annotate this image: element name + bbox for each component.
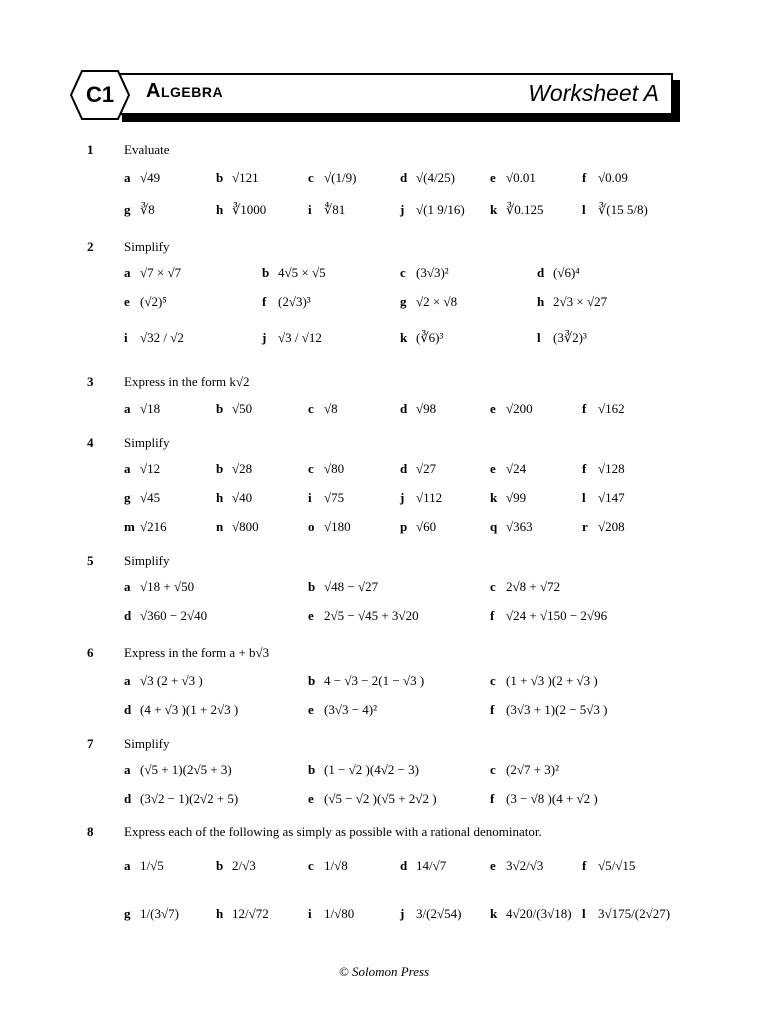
question-part [216, 519, 259, 535]
math-expression: √24 [506, 461, 527, 476]
question-part [582, 858, 635, 874]
part-label: o [308, 519, 315, 534]
math-expression: √8 [324, 401, 338, 416]
question-instruction: Simplify [124, 553, 170, 568]
math-expression: 3√175/(2√27) [598, 906, 671, 921]
part-label: j [400, 490, 405, 505]
question-part [400, 461, 436, 477]
question-part [124, 330, 184, 346]
math-expression: √(4/25) [416, 170, 455, 185]
part-label: c [308, 461, 314, 476]
math-expression: √216 [140, 519, 167, 534]
math-expression: √18 [140, 401, 161, 416]
worksheet-title: Worksheet A [528, 80, 659, 106]
question-number: 6 [87, 645, 94, 660]
question-part [582, 170, 628, 186]
math-expression: √(1/9) [324, 170, 357, 185]
part-label: a [124, 673, 131, 688]
question-part [124, 791, 238, 807]
math-expression: √363 [506, 519, 533, 534]
footer-credit: © Solomon Press [338, 964, 430, 979]
question-part [216, 490, 252, 506]
part-label: b [216, 170, 224, 185]
question-part [216, 461, 252, 477]
question-part [124, 519, 167, 535]
part-label: m [124, 519, 135, 534]
part-label: i [308, 202, 312, 217]
question-part [490, 519, 533, 535]
part-label: l [537, 330, 541, 345]
question-part [490, 608, 607, 624]
part-label: a [124, 762, 131, 777]
part-label: e [490, 858, 496, 873]
math-expression: √112 [416, 490, 443, 505]
math-expression: √48 − √27 [324, 579, 379, 594]
part-label: d [400, 461, 408, 476]
question-part [582, 519, 625, 535]
math-expression: √147 [598, 490, 625, 505]
part-label: k [490, 202, 498, 217]
question-part [308, 608, 419, 624]
question-part [262, 294, 311, 310]
question-part [582, 401, 625, 417]
part-label: g [124, 202, 131, 217]
question-part [124, 170, 160, 186]
math-expression: √360 − 2√40 [140, 608, 208, 623]
part-label: c [308, 858, 314, 873]
question-part [124, 202, 155, 218]
question-part [490, 858, 543, 874]
question-part [400, 294, 457, 310]
math-expression: √18 + √50 [140, 579, 195, 594]
math-expression: 3/(2√54) [416, 906, 462, 921]
math-expression: 1/(3√7) [140, 906, 179, 921]
question-part [308, 170, 356, 186]
math-expression: √128 [598, 461, 625, 476]
part-label: b [308, 673, 316, 688]
part-label: e [490, 170, 496, 185]
math-expression: ∛8 [140, 202, 155, 217]
math-expression: √208 [598, 519, 625, 534]
question-part [124, 401, 160, 417]
question-part [400, 858, 446, 874]
math-expression: √80 [324, 461, 345, 476]
math-expression: √121 [232, 170, 259, 185]
part-label: r [582, 519, 588, 534]
math-expression: √27 [416, 461, 437, 476]
question-instruction: Express in the form a + b√3 [124, 645, 270, 660]
part-label: g [124, 906, 131, 921]
part-label: b [216, 401, 224, 416]
math-expression: ∛0.125 [506, 202, 544, 217]
part-label: d [124, 702, 132, 717]
part-label: l [582, 906, 586, 921]
part-label: e [124, 294, 130, 309]
math-expression: (√2)⁵ [140, 294, 167, 309]
math-expression: (3√3 + 1)(2 − 5√3 ) [506, 702, 608, 717]
part-label: f [582, 858, 587, 873]
math-expression: (√6)⁴ [553, 265, 580, 280]
math-expression: 4√5 × √5 [278, 265, 326, 280]
question-part [308, 673, 424, 689]
part-label: h [216, 202, 224, 217]
math-expression: (4 + √3 )(1 + 2√3 ) [140, 702, 239, 717]
question-part [216, 170, 259, 186]
math-expression: √32 / √2 [140, 330, 184, 345]
math-expression: √12 [140, 461, 161, 476]
part-label: c [308, 170, 314, 185]
question-part [537, 294, 607, 310]
question-part [124, 490, 160, 506]
question-part [124, 906, 179, 922]
part-label: l [582, 202, 586, 217]
question-part [400, 170, 455, 186]
part-label: h [216, 490, 224, 505]
math-expression: √200 [506, 401, 533, 416]
part-label: g [400, 294, 407, 309]
part-label: h [537, 294, 545, 309]
part-label: h [216, 906, 224, 921]
math-expression: (√5 + 1)(2√5 + 3) [140, 762, 232, 777]
part-label: i [124, 330, 128, 345]
math-expression: 1/√8 [324, 858, 348, 873]
question-part [308, 461, 344, 477]
question-part [400, 906, 461, 922]
part-label: j [400, 906, 405, 921]
question-part [262, 265, 326, 281]
math-expression: 14/√7 [416, 858, 447, 873]
question-part [400, 490, 442, 506]
math-expression: (3 − √8 )(4 + √2 ) [506, 791, 598, 806]
question-part [308, 791, 437, 807]
part-label: d [400, 858, 408, 873]
math-expression: √162 [598, 401, 625, 416]
math-expression: (3√3)² [416, 265, 449, 280]
math-expression: (2√7 + 3)² [506, 762, 560, 777]
part-label: p [400, 519, 408, 534]
part-label: f [582, 461, 587, 476]
part-label: d [400, 170, 408, 185]
math-expression: √24 + √150 − 2√96 [506, 608, 608, 623]
part-label: l [582, 490, 586, 505]
question-part [537, 330, 587, 346]
question-part [400, 265, 449, 281]
math-expression: (1 − √2 )(4√2 − 3) [324, 762, 419, 777]
math-expression: 4 − √3 − 2(1 − √3 ) [324, 673, 425, 688]
question-part [308, 490, 344, 506]
part-label: j [400, 202, 405, 217]
question-part [216, 401, 252, 417]
question-number: 1 [87, 142, 94, 157]
question-part [490, 202, 544, 218]
question-part [490, 673, 598, 689]
math-expression: √49 [140, 170, 161, 185]
question-part [216, 858, 256, 874]
question-number: 3 [87, 374, 94, 389]
question-part [124, 702, 238, 718]
part-label: b [308, 762, 316, 777]
part-label: b [262, 265, 270, 280]
part-label: f [582, 170, 587, 185]
part-label: f [582, 401, 587, 416]
math-expression: ∜81 [324, 202, 346, 217]
question-part [124, 762, 232, 778]
math-expression: √50 [232, 401, 253, 416]
math-expression: 2√5 − √45 + 3√20 [324, 608, 419, 623]
part-label: a [124, 401, 131, 416]
math-expression: 2/√3 [232, 858, 256, 873]
math-expression: (2√3)³ [278, 294, 311, 309]
math-expression: 1/√5 [140, 858, 164, 873]
math-expression: 2√3 × √27 [553, 294, 608, 309]
math-expression: √45 [140, 490, 161, 505]
part-label: q [490, 519, 498, 534]
math-expression: √(1 9/16) [416, 202, 465, 217]
part-label: g [124, 490, 131, 505]
part-label: d [537, 265, 545, 280]
part-label: a [124, 579, 131, 594]
question-part [124, 294, 167, 310]
question-instruction: Express in the form k√2 [124, 374, 250, 389]
question-instruction: Simplify [124, 239, 170, 254]
math-expression: √5/√15 [598, 858, 636, 873]
question-part [490, 490, 526, 506]
part-label: k [490, 490, 498, 505]
question-instruction: Express each of the following as simply as possible with a rational denominator. [124, 824, 542, 839]
math-expression: (√5 − √2 )(√5 + 2√2 ) [324, 791, 437, 806]
question-part [308, 702, 377, 718]
part-label: e [490, 461, 496, 476]
question-part [308, 906, 354, 922]
math-expression: (∛6)³ [416, 330, 444, 345]
question-instruction: Simplify [124, 736, 170, 751]
part-label: a [124, 170, 131, 185]
part-label: d [124, 608, 132, 623]
part-label: f [490, 702, 495, 717]
math-expression: ∛(15 5/8) [598, 202, 648, 217]
math-expression: √99 [506, 490, 527, 505]
math-expression: √180 [324, 519, 351, 534]
part-label: e [308, 791, 314, 806]
question-part [490, 791, 598, 807]
math-expression: √98 [416, 401, 437, 416]
math-expression: (1 + √3 )(2 + √3 ) [506, 673, 598, 688]
part-label: a [124, 265, 131, 280]
part-label: f [490, 791, 495, 806]
question-part [308, 858, 348, 874]
part-label: f [490, 608, 495, 623]
part-label: j [262, 330, 267, 345]
part-label: b [216, 858, 224, 873]
math-expression: √0.09 [598, 170, 628, 185]
part-label: e [308, 608, 314, 623]
math-expression: √40 [232, 490, 253, 505]
question-number: 2 [87, 239, 94, 254]
question-part [400, 519, 436, 535]
math-expression: √2 × √8 [416, 294, 458, 309]
question-part [490, 762, 559, 778]
question-part [308, 579, 378, 595]
question-part [308, 519, 351, 535]
part-label: i [308, 490, 312, 505]
part-label: i [308, 906, 312, 921]
math-expression: √60 [416, 519, 437, 534]
part-label: a [124, 461, 131, 476]
part-label: d [400, 401, 408, 416]
part-label: c [490, 673, 496, 688]
math-expression: (3∛2)³ [553, 330, 587, 345]
question-part [582, 461, 625, 477]
math-expression: √0.01 [506, 170, 536, 185]
question-part [490, 401, 533, 417]
math-expression: ∛1000 [232, 202, 267, 217]
question-part [308, 762, 419, 778]
question-part [124, 858, 164, 874]
part-label: k [490, 906, 498, 921]
part-label: c [490, 762, 496, 777]
question-part [124, 461, 160, 477]
question-part [308, 401, 338, 417]
question-part [490, 906, 572, 922]
question-part [308, 202, 345, 218]
math-expression: (3√3 − 4)² [324, 702, 378, 717]
part-label: d [124, 791, 132, 806]
math-expression: √3 / √12 [278, 330, 322, 345]
math-expression: √28 [232, 461, 253, 476]
chapter-code: C1 [85, 82, 115, 107]
question-part [490, 702, 608, 718]
question-part [216, 202, 266, 218]
part-label: n [216, 519, 224, 534]
question-part [490, 461, 526, 477]
part-label: c [308, 401, 314, 416]
question-part [124, 579, 194, 595]
math-expression: 12/√72 [232, 906, 269, 921]
part-label: k [400, 330, 408, 345]
question-part [262, 330, 322, 346]
math-expression: (3√2 − 1)(2√2 + 5) [140, 791, 239, 806]
part-label: c [490, 579, 496, 594]
math-expression: √800 [232, 519, 259, 534]
question-part [124, 265, 181, 281]
subject-title: Algebra [146, 80, 224, 102]
question-instruction: Evaluate [124, 142, 170, 157]
question-part [400, 202, 465, 218]
question-number: 5 [87, 553, 94, 568]
question-part [216, 906, 269, 922]
math-expression: √7 × √7 [140, 265, 182, 280]
question-number: 8 [87, 824, 94, 839]
question-part [537, 265, 580, 281]
question-part [400, 330, 443, 346]
question-part [582, 202, 648, 218]
question-instruction: Simplify [124, 435, 170, 450]
math-expression: √75 [324, 490, 345, 505]
question-number: 4 [87, 435, 94, 450]
question-number: 7 [87, 736, 94, 751]
question-part [400, 401, 436, 417]
question-part [582, 490, 625, 506]
math-expression: 4√20/(3√18) [506, 906, 572, 921]
part-label: e [490, 401, 496, 416]
question-part [490, 170, 536, 186]
part-label: f [262, 294, 267, 309]
part-label: c [400, 265, 406, 280]
question-part [582, 906, 670, 922]
math-expression: 3√2/√3 [506, 858, 544, 873]
math-expression: 2√8 + √72 [506, 579, 561, 594]
math-expression: 1/√80 [324, 906, 355, 921]
question-part [490, 579, 560, 595]
math-expression: √3 (2 + √3 ) [140, 673, 203, 688]
part-label: a [124, 858, 131, 873]
part-label: b [216, 461, 224, 476]
part-label: e [308, 702, 314, 717]
question-part [124, 608, 207, 624]
part-label: b [308, 579, 316, 594]
question-part [124, 673, 203, 689]
